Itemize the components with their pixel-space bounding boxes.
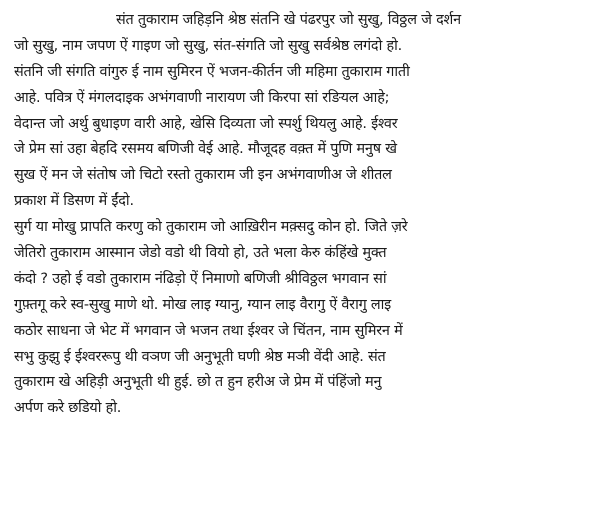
- text-line: अर्पण करे छडियो हो.: [14, 400, 122, 417]
- text-line: कठोर साधना जे भेट में भगवान जे भजन तथा ईश्वर जे चिंतन, नाम सुमिरन में: [14, 322, 403, 339]
- text-line: जेतिरो तुकाराम आस्मान जेडो वडो थी वियो हो, उते भला केरु कंहिंखे मुक्त: [14, 245, 387, 262]
- text-line: आहे. पवित्र ऐं मंगलदाइक अभंगवाणी नारायण जी किरपा सां रङियल आहे;: [14, 89, 390, 106]
- text-line: संतनि जी संगति वांगुरु ई नाम सुमिरन ऐं भजन-कीर्तन जी महिमा तुकाराम गाती: [14, 63, 410, 80]
- text-line: गुफ़्तगू करे स्व-सुखु माणे थो. मोख लाइ ग्यानु, ग्यान लाइ वैरागु ऐं वैरागु लाइ: [14, 296, 392, 313]
- text-line: वेदान्त जो अर्थु बुधाइण वारी आहे, खेसि दिव्यता जो स्पर्शु थियलु आहे. ईश्वर: [14, 115, 398, 132]
- text-line: सभु कुझु ई ईश्वररूपु थी वञण जी अनुभूती घणी श्रेष्ठ मञी वेंदी आहे. संत: [14, 348, 386, 365]
- text-line: तुकाराम खे अहिड़ी अनुभूती थी हुई. छो त हुन हरीअ जे प्रेम में पंहिंजो मनु: [14, 374, 382, 391]
- text-line: कंदो ? उहो ई वडो तुकाराम नंढिड़ो ऐं निमाणो बणिजी श्रीविठ्ठल भगवान सां: [14, 270, 387, 287]
- text-line: प्रकाश में डिसण में ईंदो.: [14, 193, 134, 210]
- paragraph-1: [14, 8, 592, 215]
- text-line: सुख ऐं मन जे संतोष जो चिटो रस्तो तुकाराम जी इन अभंगवाणीअ जे शीतल: [14, 167, 392, 184]
- paragraph-2: [14, 215, 592, 422]
- text-line: सुर्ग या मोखु प्रापति करणु को तुकाराम जो आख़िरीन मक़्सदु कोन हो. जिते ज़रे: [14, 219, 408, 236]
- text-line: जे प्रेम सां उहा बेहदि रसमय बणिजी वेई आहे. मौजूदह वक़्त में पुणि मनुष खे: [14, 141, 397, 158]
- text-line: संत तुकाराम जहिड़नि श्रेष्ठ संतनि खे पंढरपुर जो सुखु, विठ्ठल जे दर्शन: [116, 12, 461, 28]
- text-line: जो सुखु, नाम जपण ऐं गाइण जो सुखु, संत-संगति जो सुखु सर्वश्रेष्ठ लगंदो हो.: [14, 37, 403, 54]
